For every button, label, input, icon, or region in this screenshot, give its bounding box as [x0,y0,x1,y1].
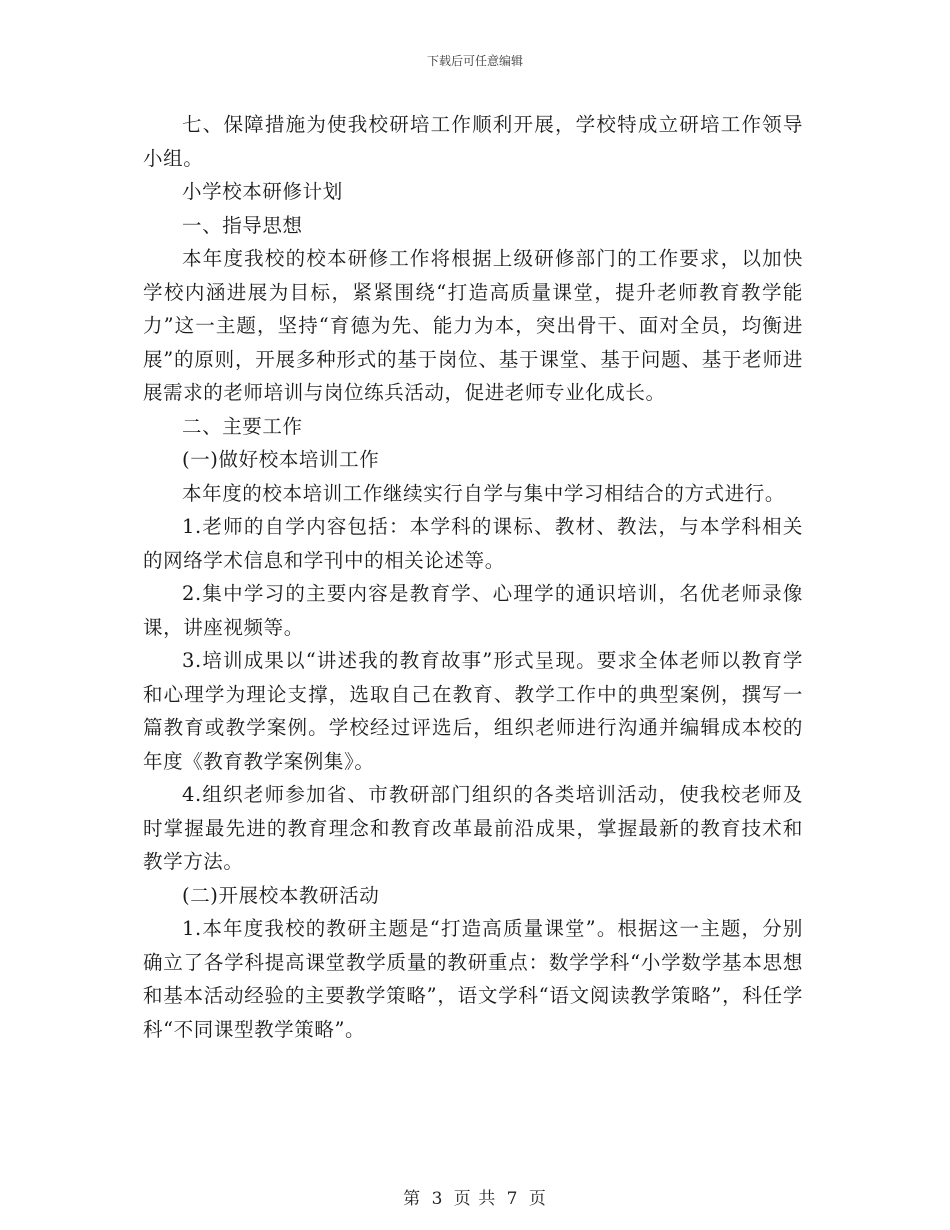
paragraph-research-theme: 1.本年度我校的教研主题是“打造高质量课堂”。根据这一主题，分别确立了各学科提高课堂教学质量的教研重点：数学学科“小学数学基本思想和基本活动经验的主要教学策略”，语文学科“语文阅读教学策略”，科任学科“不同课型教学策略”。 [143,917,803,1041]
paragraph-safeguards: 七、保障措施为使我校研培工作顺利开展，学校特成立研培工作领导小组。 [143,113,803,170]
paragraph-item-1-self-study: 1.老师的自学内容包括：本学科的课标、教材、教法，与本学科相关的网络学术信息和学刊中的相关论述等。 [143,515,803,572]
paragraph-heading-school-training: (一)做好校本培训工作 [182,448,380,471]
paragraph-plan-title: 小学校本研修计划 [182,180,343,203]
page-suffix: 页 [528,1189,547,1209]
paragraph-heading-main-work: 二、主要工作 [182,414,303,438]
paragraph-item-3-results: 3.培训成果以“讲述我的教育故事”形式呈现。要求全体老师以教育学和心理学为理论支撑，选取自己在教育、教学工作中的典型案例，撰写一篇教育或教学案例。学校经过评选后，组织老师进行沟通并编辑成本校的年度《教育教学案例集》。 [143,649,803,773]
paragraph-item-4-external-training: 4.组织老师参加省、市教研部门组织的各类培训活动，使我校老师及时掌握最先进的教育理念和教育改革最前沿成果，掌握最新的教育技术和教学方法。 [143,783,803,873]
document-body [143,108,803,1046]
total-page-count: 7 [506,1189,519,1209]
page-middle: 页 共 [453,1189,497,1209]
page-number-footer [0,1184,950,1209]
current-page-number: 3 [431,1189,444,1209]
page-prefix: 第 [403,1189,422,1209]
paragraph-item-2-group-study: 2.集中学习的主要内容是教育学、心理学的通识培训，名优老师录像课，讲座视频等。 [143,582,803,639]
paragraph-guiding-thought: 本年度我校的校本研修工作将根据上级研修部门的工作要求，以加快学校内涵进展为目标，紧紧围绕“打造高质量课堂，提升老师教育教学能力”这一主题，坚持“育德为先、能力为本，突出骨干、面对全员，均衡进展”的原则，开展多种形式的基于岗位、基于课堂、基于问题、基于老师进展需求的老师培训与岗位练兵活动，促进老师专业化成长。 [143,247,803,404]
page-header-note: 下载后可任意编辑 [426,54,523,68]
paragraph-training-method: 本年度的校本培训工作继续实行自学与集中学习相结合的方式进行。 [182,481,786,505]
paragraph-heading-research-activities: (二)开展校本教研活动 [182,883,380,907]
paragraph-heading-guiding-thought: 一、指导思想 [182,213,303,237]
